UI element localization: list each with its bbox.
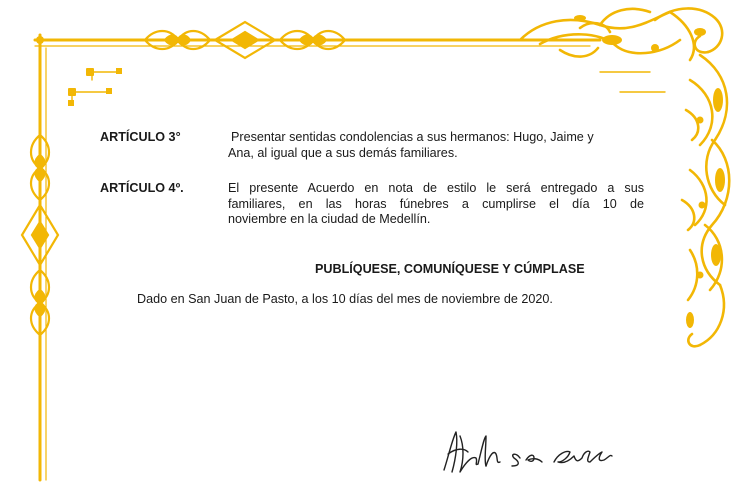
article-3-label: ARTÍCULO 3° <box>100 130 181 144</box>
top-right-flourish <box>520 8 722 60</box>
top-right-fill <box>574 15 706 52</box>
article-4-line-1: El presente Acuerdo en nota de estilo le será entregado a sus <box>228 181 644 195</box>
left-side-motif <box>22 135 58 335</box>
top-center-motif <box>130 22 360 58</box>
article-3-line-1: Presentar sentidas condolencias a sus hermanos: Hugo, Jaime y <box>231 130 594 144</box>
article-3-line-2: Ana, al igual que a sus demás familiares. <box>228 145 458 160</box>
dated-line: Dado en San Juan de Pasto, a los 10 días del mes de noviembre de 2020. <box>137 292 553 306</box>
article-4-label: ARTÍCULO 4º. <box>100 181 184 195</box>
article-4-line-3: noviembre en la ciudad de Medellín. <box>228 212 431 226</box>
article-4-body <box>228 181 644 228</box>
article-3-body <box>228 130 644 161</box>
article-4-line-2: familiares, en las horas fúnebres a cumplirse el día 10 de <box>228 196 644 211</box>
closing-statement: PUBLÍQUESE, COMUNÍQUESE Y CÚMPLASE <box>315 262 585 276</box>
handwritten-signature <box>438 428 618 478</box>
